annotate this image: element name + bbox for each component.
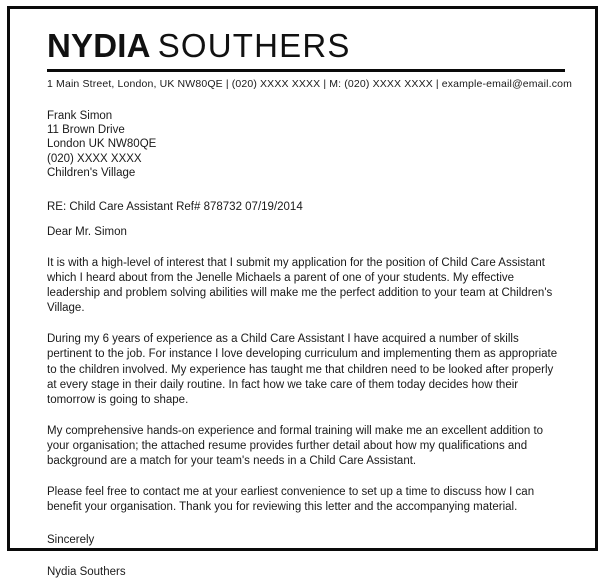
contact-email: example-email@email.com <box>441 78 572 90</box>
contact-separator: | <box>435 78 439 90</box>
letterhead <box>47 27 572 91</box>
cover-letter-document <box>7 6 598 579</box>
body-paragraph-3: My comprehensive hands-on experience and formal training will make me an excellent addition to your organisation; the attached resume provides further detail about how my qualifications and background are a match for your team's needs in a Child Care Assistant. <box>47 424 544 468</box>
signature-name: Nydia Southers <box>47 566 126 579</box>
recipient-organisation: Children's Village <box>47 166 136 179</box>
header-divider <box>47 69 565 72</box>
page-title <box>47 27 565 65</box>
closing-salutation: Sincerely <box>47 534 95 547</box>
body-paragraph-4: Please feel free to contact me at your earliest convenience to set up a time to discuss how I can benefit your organisation. Thank you for reviewing this letter and the accompanying material. <box>47 486 535 514</box>
subject-line: RE: Child Care Assistant Ref# 878732 07/19/2014 <box>47 201 303 214</box>
contact-separator: | <box>225 78 229 90</box>
recipient-address-block <box>47 109 565 180</box>
last-name: SOUTHERS <box>157 27 351 64</box>
contact-phone: (020) XXXX XXXX <box>231 78 321 90</box>
contact-line <box>47 77 572 91</box>
recipient-city: London UK NW80QE <box>47 138 157 151</box>
salutation: Dear Mr. Simon <box>47 226 127 239</box>
contact-address: 1 Main Street, London, UK NW80QE <box>47 78 223 90</box>
recipient-name: Frank Simon <box>47 110 113 122</box>
body-paragraph-2: During my 6 years of experience as a Child Care Assistant I have acquired a number of skills pertinent to the job. For instance I love developing curriculum and implementing them as appropriate to the children involved. My experience has taught me that children need to be looked after properly at every stage in their daily routine. In fact how we take care of them today decides how their tomorrow is going to shape. <box>47 333 558 406</box>
contact-mobile: M: (020) XXXX XXXX <box>329 78 433 90</box>
body-paragraph-1: It is with a high-level of interest that I submit my application for the position of Child Care Assistant which I heard about from the Jenelle Michaels a parent of one of your students. My effective leadership and problem solving abilities will make me the perfect addition to your team at Children's Village. <box>47 257 553 315</box>
recipient-phone: (020) XXXX XXXX <box>47 152 142 165</box>
recipient-street: 11 Brown Drive <box>47 124 125 137</box>
first-name: NYDIA <box>47 27 151 64</box>
contact-separator: | <box>323 78 327 90</box>
